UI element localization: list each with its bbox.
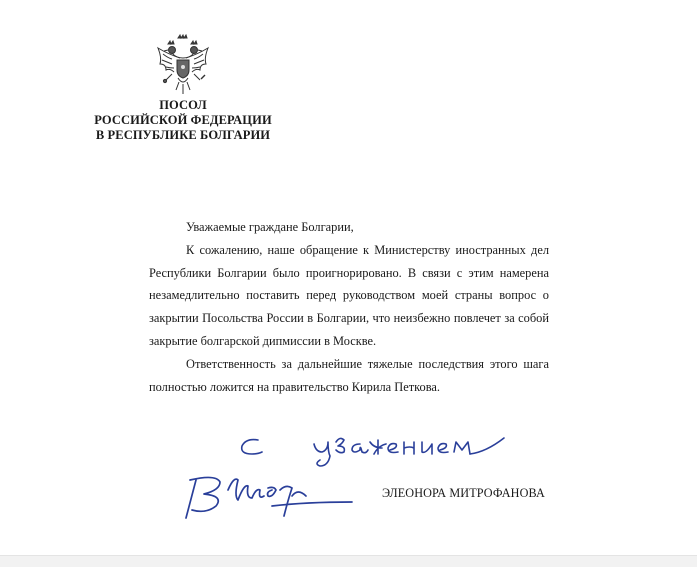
letterhead-country: РОССИЙСКОЙ ФЕДЕРАЦИИ	[94, 113, 272, 127]
letterhead-location: В РЕСПУБЛИКЕ БОЛГАРИИ	[95, 128, 271, 142]
handwritten-signature	[176, 466, 361, 526]
page-bottom-edge	[0, 555, 697, 567]
letter-paragraph-2: Ответственность за дальнейшие тяжелые последствия этого шага полностью ложится на правительство Кирила Петкова.	[149, 356, 549, 394]
letter-greeting: Уважаемые граждане Болгарии,	[186, 220, 354, 234]
signer-name: ЭЛЕОНОРА МИТРОФАНОВА	[382, 486, 545, 500]
letter-paragraph-1: К сожалению, наше обращение к Министерству иностранных дел Республики Болгарии было проигнорировано. В связи с этим намерена незамедлительно поставить перед руководством моей страны вопрос о закрытии Посольства России в Болгарии, что неизбежно повлечет за собой закрытие болгарской дипмиссии в Москве.	[149, 242, 549, 348]
letterhead-title: ПОСОЛ	[159, 98, 207, 112]
